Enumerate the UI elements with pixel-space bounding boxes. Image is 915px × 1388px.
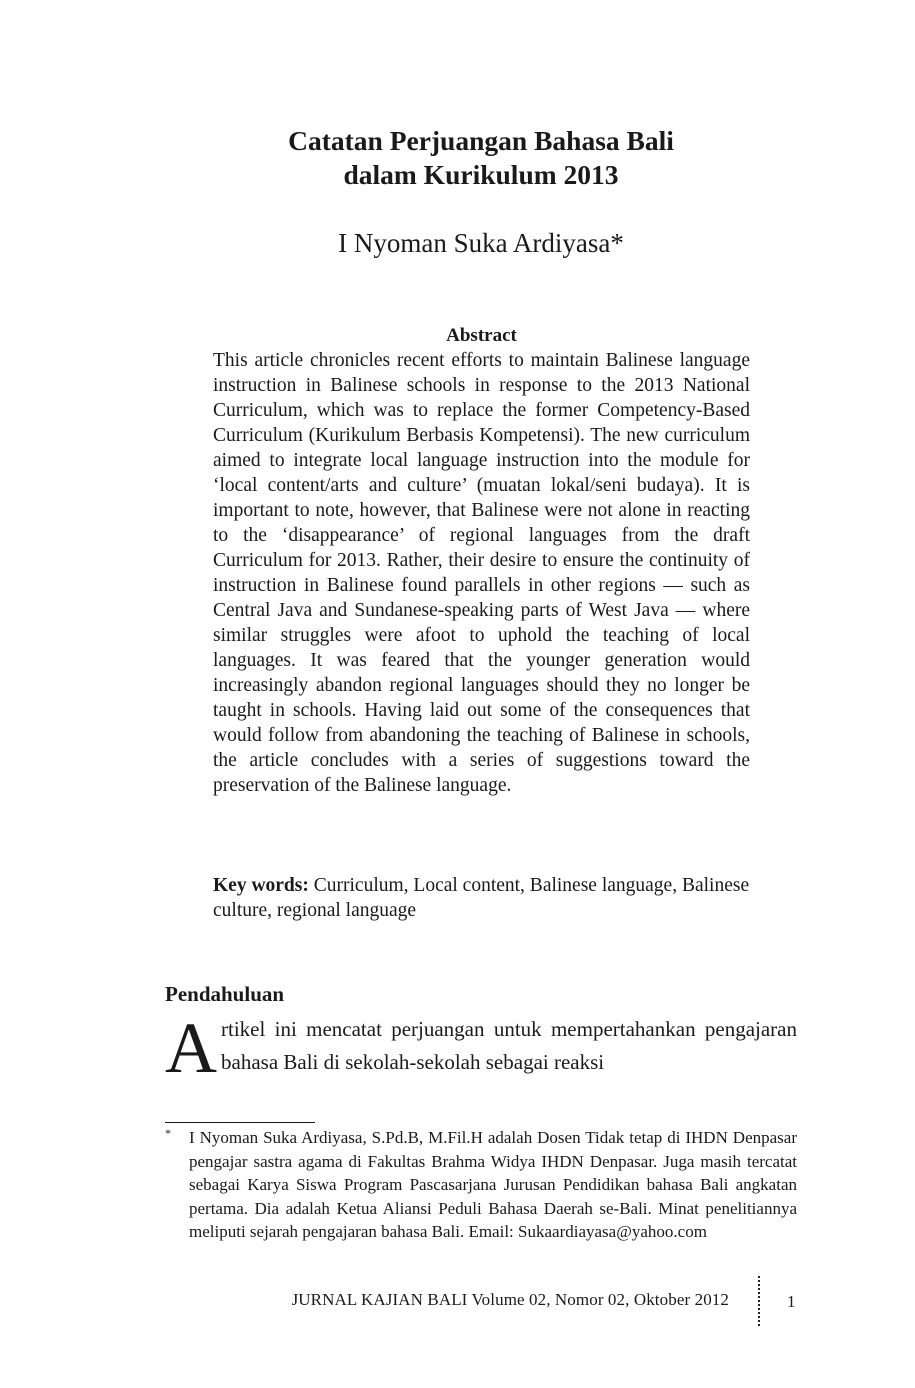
author-name: I Nyoman Suka Ardiyasa*: [338, 228, 624, 258]
keywords-label: Key words:: [213, 875, 309, 896]
title-line-2: dalam Kurikulum 2013: [343, 159, 619, 190]
footer-divider: [758, 1276, 760, 1326]
footnote: [165, 1126, 797, 1244]
footnote-mark: *: [165, 1126, 171, 1140]
page-number: 1: [787, 1292, 796, 1311]
abstract-heading: Abstract: [446, 325, 517, 346]
keywords-text: Curriculum, Local content, Balinese language, Balinese culture, regional language: [213, 875, 750, 921]
footnote-text: I Nyoman Suka Ardiyasa, S.Pd.B, M.Fil.H adalah Dosen Tidak tetap di IHDN Denpasar pengajar sastra agama di Fakultas Brahma Widya IHDN Denpasar. Juga masih tercatat sebagai Karya Siswa Program Pascasarjana Jurusan Pendidikan bahasa Bali angkatan pertama. Dia adalah Ketua Aliansi Peduli Bahasa Daerah se-Bali. Minat penelitiannya meliputi sejarah pengajaran bahasa Bali. Email: Sukaardiayasa@yahoo.com: [189, 1128, 797, 1241]
drop-cap: A: [165, 1008, 217, 1088]
journal-name: JURNAL KAJIAN BALI: [291, 1290, 468, 1309]
abstract-body: This article chronicles recent efforts to maintain Balinese language instruction in Balinese schools in response to the 2013 National Curriculum, which was to replace the former Competency-Based Curriculum (Kurikulum Berbasis Kompetensi). The new curriculum aimed to integrate local language instruction into the module for ‘local content/arts and culture’ (muatan lokal/seni budaya). It is important to note, however, that Balinese were not alone in reacting to the ‘disappearance’ of regional languages from the draft Curriculum for 2013. Rather, their desire to ensure the continuity of instruction in Balinese found parallels in other regions — such as Central Java and Sundanese-speaking parts of West Java — where similar struggles were afoot to uphold the teaching of local languages. It was feared that the younger generation would increasingly abandon regional languages should they no longer be taught in schools. Having laid out some of the consequences that would follow from abandoning the teaching of Balinese in schools, the article concludes with a series of suggestions toward the preservation of the Balinese language.: [213, 350, 750, 796]
keywords: [213, 873, 750, 923]
title-line-1: Catatan Perjuangan Bahasa Bali: [288, 125, 674, 156]
footnote-divider: [165, 1122, 315, 1123]
section-heading: Pendahuluan: [165, 982, 285, 1006]
intro-text: rtikel ini mencatat perjuangan untuk mempertahankan pengajaran bahasa Bali di sekolah-sekolah sebagai reaksi: [221, 1017, 797, 1074]
article-title: [165, 124, 797, 192]
running-footer: [165, 1288, 729, 1312]
journal-issue: Volume 02, Nomor 02, Oktober 2012: [467, 1290, 729, 1309]
intro-paragraph: [165, 1008, 797, 1088]
